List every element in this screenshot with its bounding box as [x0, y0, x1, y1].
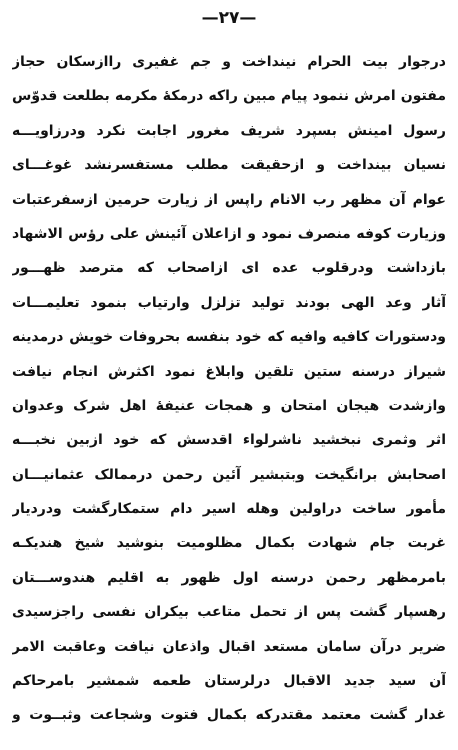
text-line: رهسپار گشت پس از تحمل متاعب بیکران نفسی راجزسیدی — [12, 604, 446, 621]
text-line: درجوار بیت الحرام نینداخت و جم غفیری راازسکان حجاز — [12, 54, 446, 70]
text-line: غدار گشت معتمد مقتدرکه بکمال فتوت وشجاعت وثبــوت و — [12, 707, 446, 724]
body-text — [12, 45, 446, 733]
text-line: آثار وعد الهی بودند تولید تزلزل وارتیاب بنمود تعلیمـــات — [12, 294, 446, 311]
text-line: عوام آن مظهر رب الانام راپس از زیارت حرمین ازسفرعتبات — [12, 191, 446, 208]
text-line: شیراز درسنه ستین تلقین وابلاغ نمود اکثرش انجام نیافت — [12, 363, 446, 380]
text-line: اثر وثمری نبخشید ناشرلواء اقدسش که خود ازبین نخبـــه — [12, 432, 446, 449]
text-line: نسیان بینداخت و ازحقیقت مطلب مستفسرنشد غوغـــای — [12, 157, 446, 174]
text-line: ضریر درآن سامان مستعد اقبال واذعان نیافت وعاقبت الامر — [12, 638, 446, 655]
page-number: —۲۷— — [201, 8, 257, 28]
text-line: ودستورات کافیه وافیه که خود بنفسه بحروفات خویش درمدینه — [12, 329, 446, 346]
text-line: غربت جام شهادت بکمال مظلومیت بنوشید شیخ هندیکـه — [12, 535, 446, 552]
text-line: رسول امینش بسپرد شریف مغرور اجابت نکرد ودرزاویـــه — [12, 122, 446, 139]
text-line: بامرمظهر رحمن درسنه اول ظهور به اقلیم هندوســـتان — [12, 569, 446, 586]
text-line: آن سید جدید الاقبال درلرستان طعمه شمشیر بامرحاکم — [12, 673, 446, 690]
text-line: مأمور ساخت دراولین وهله اسیر دام ستمکارگشت ودردیار — [12, 501, 446, 518]
text-line: بازداشت ودرقلوب عده ای ازاصحاب که مترصد ظهـــور — [12, 260, 446, 277]
text-line: وازشدت هیجان امتحان و همجات عنیفهٔ اهل شرک وعدوان — [12, 397, 446, 414]
text-line: وزیارت کوفه منصرف نمود و ازاعلان آئینش علی رؤس الاشهاد — [12, 225, 446, 242]
text-line: مفتون امرش ننمود پیام مبین راکه درمکهٔ مکرمه بطلعت قدوّس — [12, 88, 446, 105]
text-line: اصحابش برانگیخت وبتبشیر آئین رحمن درممالک عثمانیـــان — [12, 466, 446, 483]
